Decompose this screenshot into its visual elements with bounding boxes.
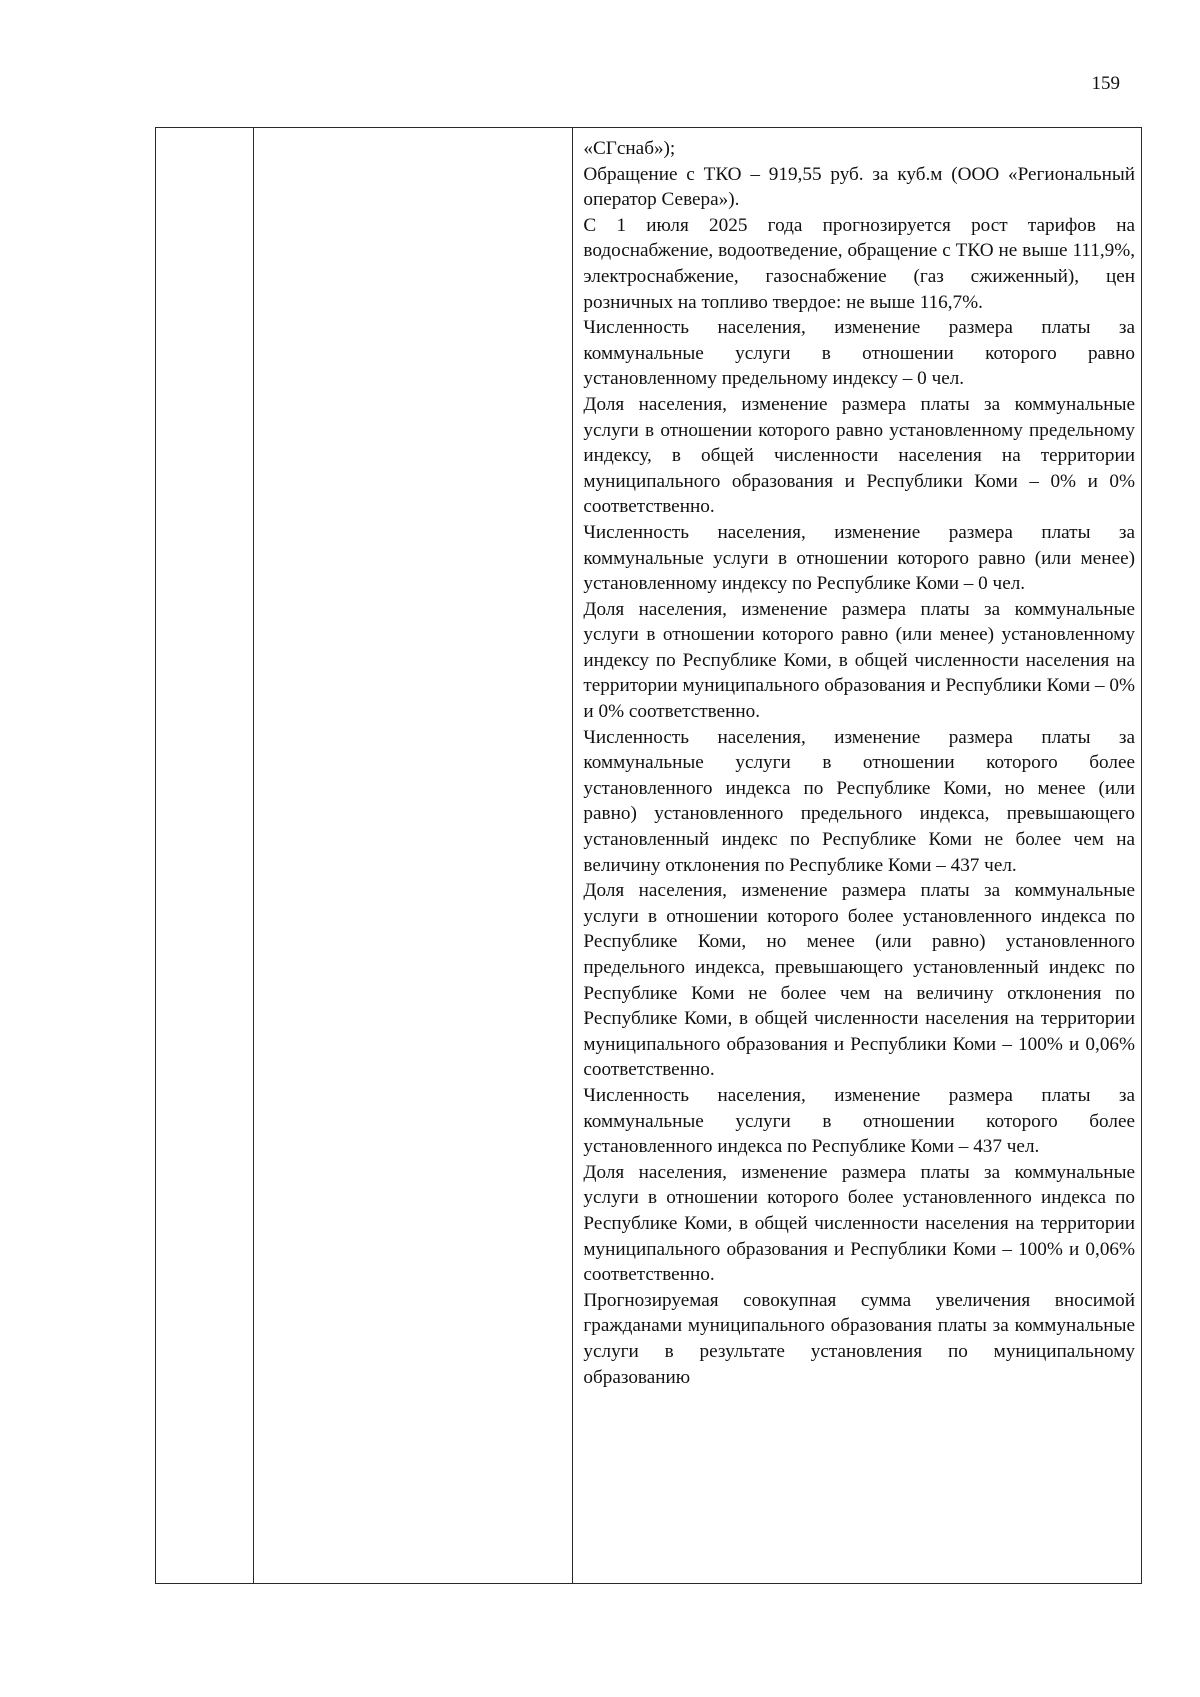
table-cell-number (156, 128, 254, 1584)
paragraph: Численность населения, изменение размера платы за коммунальные услуги в отношении которого более установленного индекса по Республике Коми, но менее (или равно) установленного предельного индекса, превышающего установленный индекс по Республике Коми не более чем на величину отклонения по Республике Коми – 437 чел. (583, 726, 1135, 876)
paragraph: Прогнозируемая совокупная сумма увеличения вносимой гражданами муниципального образования платы за коммунальные услуги в результате установления по муниципальному образованию (583, 1289, 1135, 1388)
paragraph: Доля населения, изменение размера платы за коммунальные услуги в отношении которого более установленного индекса по Республике Коми, в общей численности населения на территории муниципального образования и Республики Коми – 100% и 0,06% соответственно. (583, 1161, 1135, 1286)
cell-title-text (254, 128, 572, 1583)
table-cell-title (254, 128, 573, 1584)
paragraph: Доля населения, изменение размера платы за коммунальные услуги в отношении которого равно (или менее) установленному индексу по Республике Коми, в общей численности населения на территории муниципального образования и Республики Коми – 0% и 0% соответственно. (583, 598, 1135, 723)
paragraph: Доля населения, изменение размера платы за коммунальные услуги в отношении которого более установленного индекса по Республике Коми, но менее (или равно) установленного предельного индекса, превышающего установленный индекс по Республике Коми не более чем на величину отклонения по Республике Коми, в общей численности населения на территории муниципального образования и Республики Коми – 100% и 0,06% соответственно. (583, 880, 1135, 1081)
content-table (155, 127, 1142, 1584)
paragraph: Численность населения, изменение размера платы за коммунальные услуги в отношении которого более установленного индекса по Республике Коми – 437 чел. (583, 1084, 1135, 1158)
paragraph: «СГснаб»); (583, 138, 676, 159)
paragraph: Численность населения, изменение размера платы за коммунальные услуги в отношении которого равно (или менее) установленному индексу по Республике Коми – 0 чел. (583, 521, 1135, 595)
cell-description-text (573, 128, 1141, 1583)
cell-number-text (156, 128, 253, 1583)
paragraph: Численность населения, изменение размера платы за коммунальные услуги в отношении которого равно установленному предельному индексу – 0 чел. (583, 317, 1135, 390)
table-row (156, 128, 1142, 1584)
paragraph: С 1 июля 2025 года прогнозируется рост тарифов на водоснабжение, водоотведение, обращение с ТКО не выше 111,9%, электроснабжение, газоснабжение (газ сжиженный), цен розничных на топливо твердое: не выше 116,7%. (583, 214, 1135, 313)
paragraph: Обращение с ТКО – 919,55 руб. за куб.м (ООО «Региональный оператор Севера»). (583, 163, 1135, 211)
paragraph: Доля населения, изменение размера платы за коммунальные услуги в отношении которого равно установленному предельному индексу, в общей численности населения на территории муниципального образования и Республики Коми – 0% и 0% соответственно. (583, 393, 1135, 518)
page-number: 159 (1091, 73, 1120, 94)
table-cell-description (573, 128, 1142, 1584)
